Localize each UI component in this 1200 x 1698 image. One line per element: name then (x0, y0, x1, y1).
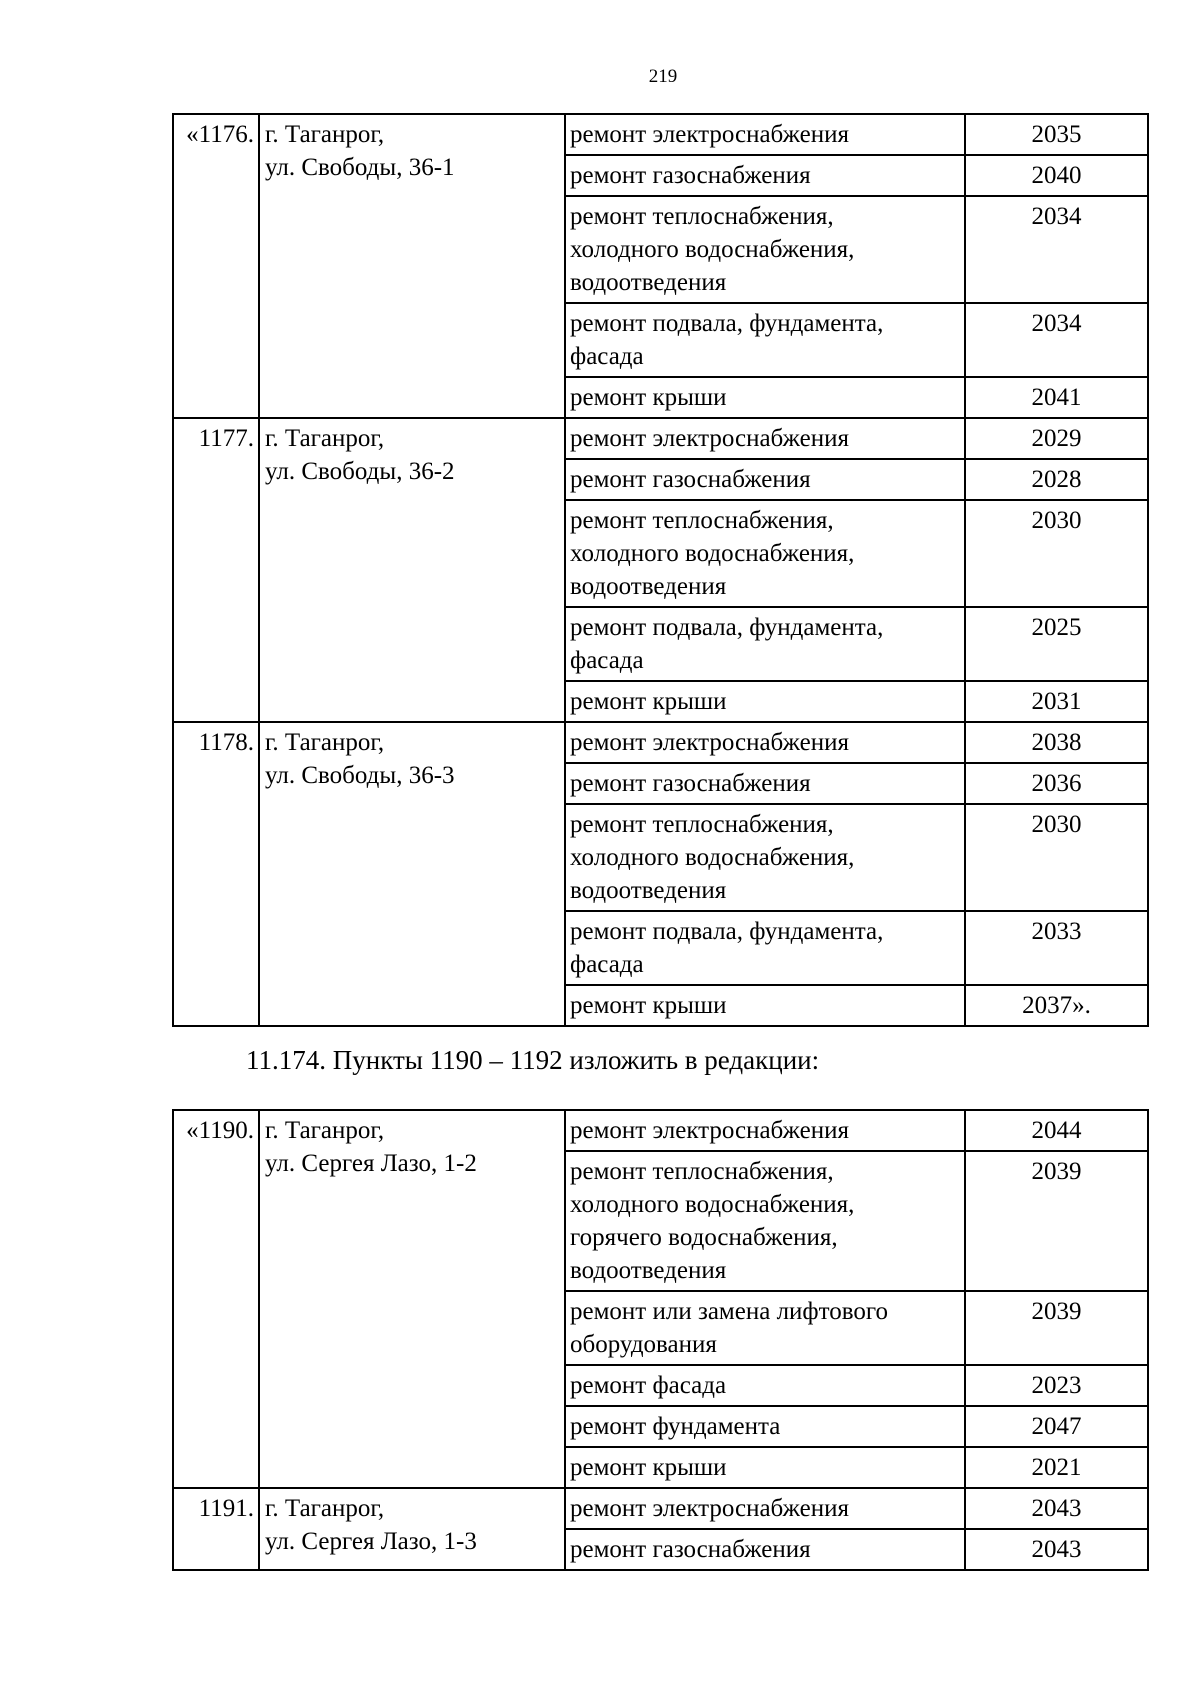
year-cell: 2043 (965, 1488, 1148, 1529)
repair-schedule-table (172, 113, 1149, 1027)
work-type-cell (565, 418, 965, 459)
work-type-cell (565, 377, 965, 418)
text-line: ремонт крыши (570, 1454, 727, 1481)
text-line: ремонт электроснабжения (570, 1117, 849, 1144)
text-line: ремонт электроснабжения (570, 729, 849, 756)
table-row (173, 1110, 1148, 1151)
year-cell: 2030 (965, 500, 1148, 607)
text-line: ремонт теплоснабжения, (570, 1158, 834, 1185)
work-type-cell (565, 763, 965, 804)
work-type-cell (565, 985, 965, 1026)
year-cell: 2041 (965, 377, 1148, 418)
text-line: г. Таганрог, (265, 121, 385, 148)
work-type-cell (565, 1529, 965, 1570)
text-line: ул. Сергея Лазо, 1-2 (265, 1150, 477, 1177)
text-line: водоотведения (570, 573, 727, 600)
year-cell: 2031 (965, 681, 1148, 722)
text-line: ремонт электроснабжения (570, 425, 849, 452)
text-line: фасада (570, 951, 644, 978)
text-line: ул. Свободы, 36-3 (265, 762, 455, 789)
text-line: г. Таганрог, (265, 1495, 385, 1522)
text-line: водоотведения (570, 269, 727, 296)
address-cell (259, 114, 565, 418)
item-number: «1190. (173, 1110, 259, 1488)
year-cell: 2025 (965, 607, 1148, 681)
work-type-cell (565, 500, 965, 607)
text-line: фасада (570, 647, 644, 674)
year-cell: 2034 (965, 196, 1148, 303)
table-row (173, 1488, 1148, 1529)
work-type-cell (565, 114, 965, 155)
text-line: ремонт электроснабжения (570, 121, 849, 148)
work-type-cell (565, 1151, 965, 1291)
text-line: горячего водоснабжения, (570, 1224, 838, 1251)
text-line: ремонт крыши (570, 688, 727, 715)
work-type-cell (565, 155, 965, 196)
text-line: ремонт подвала, фундамента, (570, 310, 884, 337)
year-cell: 2035 (965, 114, 1148, 155)
text-line: холодного водоснабжения, (570, 844, 855, 871)
work-type-cell (565, 1291, 965, 1365)
year-cell: 2029 (965, 418, 1148, 459)
repair-schedule-table-2 (172, 1109, 1149, 1571)
text-line: фасада (570, 343, 644, 370)
text-line: ремонт крыши (570, 992, 727, 1019)
work-type-cell (565, 911, 965, 985)
work-type-cell (565, 1110, 965, 1151)
text-line: ремонт газоснабжения (570, 162, 811, 189)
work-type-cell (565, 607, 965, 681)
text-line: холодного водоснабжения, (570, 236, 855, 263)
text-line: ремонт теплоснабжения, (570, 203, 834, 230)
text-line: ремонт крыши (570, 384, 727, 411)
work-type-cell (565, 681, 965, 722)
text-line: ул. Свободы, 36-2 (265, 458, 455, 485)
year-cell: 2034 (965, 303, 1148, 377)
year-cell: 2033 (965, 911, 1148, 985)
work-type-cell (565, 804, 965, 911)
work-type-cell (565, 303, 965, 377)
text-line: водоотведения (570, 1257, 727, 1284)
section-heading: 11.174. Пункты 1190 – 1192 изложить в редакции: (246, 1045, 820, 1075)
text-line: ремонт газоснабжения (570, 770, 811, 797)
text-line: холодного водоснабжения, (570, 540, 855, 567)
year-cell: 2038 (965, 722, 1148, 763)
text-line: ремонт газоснабжения (570, 466, 811, 493)
text-line: ремонт теплоснабжения, (570, 811, 834, 838)
work-type-cell (565, 196, 965, 303)
table-row (173, 722, 1148, 763)
address-cell (259, 418, 565, 722)
year-cell: 2040 (965, 155, 1148, 196)
address-cell (259, 722, 565, 1026)
text-line: ремонт подвала, фундамента, (570, 614, 884, 641)
year-cell: 2039 (965, 1291, 1148, 1365)
item-number: 1191. (173, 1488, 259, 1570)
table-row (173, 418, 1148, 459)
text-line: ремонт подвала, фундамента, (570, 918, 884, 945)
text-line: холодного водоснабжения, (570, 1191, 855, 1218)
table-row (173, 114, 1148, 155)
text-line: ремонт фасада (570, 1372, 727, 1399)
text-line: ул. Сергея Лазо, 1-3 (265, 1528, 477, 1555)
address-cell (259, 1488, 565, 1570)
text-line: ул. Свободы, 36-1 (265, 154, 455, 181)
year-cell: 2039 (965, 1151, 1148, 1291)
text-line: водоотведения (570, 877, 727, 904)
year-cell: 2028 (965, 459, 1148, 500)
text-line: ремонт газоснабжения (570, 1536, 811, 1563)
year-cell: 2044 (965, 1110, 1148, 1151)
year-cell: 2030 (965, 804, 1148, 911)
text-line: ремонт теплоснабжения, (570, 507, 834, 534)
work-type-cell (565, 1365, 965, 1406)
work-type-cell (565, 722, 965, 763)
text-line: ремонт фундамента (570, 1413, 781, 1440)
text-line: ремонт электроснабжения (570, 1495, 849, 1522)
work-type-cell (565, 1447, 965, 1488)
year-cell: 2043 (965, 1529, 1148, 1570)
text-line: ремонт или замена лифтового (570, 1298, 888, 1325)
page-number: 219 (648, 66, 678, 87)
item-number: 1177. (173, 418, 259, 722)
work-type-cell (565, 1488, 965, 1529)
year-cell: 2021 (965, 1447, 1148, 1488)
year-cell: 2037». (965, 985, 1148, 1026)
year-cell: 2023 (965, 1365, 1148, 1406)
work-type-cell (565, 1406, 965, 1447)
text-line: г. Таганрог, (265, 729, 385, 756)
text-line: оборудования (570, 1331, 717, 1358)
item-number: «1176. (173, 114, 259, 418)
year-cell: 2047 (965, 1406, 1148, 1447)
text-line: г. Таганрог, (265, 425, 385, 452)
text-line: г. Таганрог, (265, 1117, 385, 1144)
work-type-cell (565, 459, 965, 500)
item-number: 1178. (173, 722, 259, 1026)
year-cell: 2036 (965, 763, 1148, 804)
address-cell (259, 1110, 565, 1488)
